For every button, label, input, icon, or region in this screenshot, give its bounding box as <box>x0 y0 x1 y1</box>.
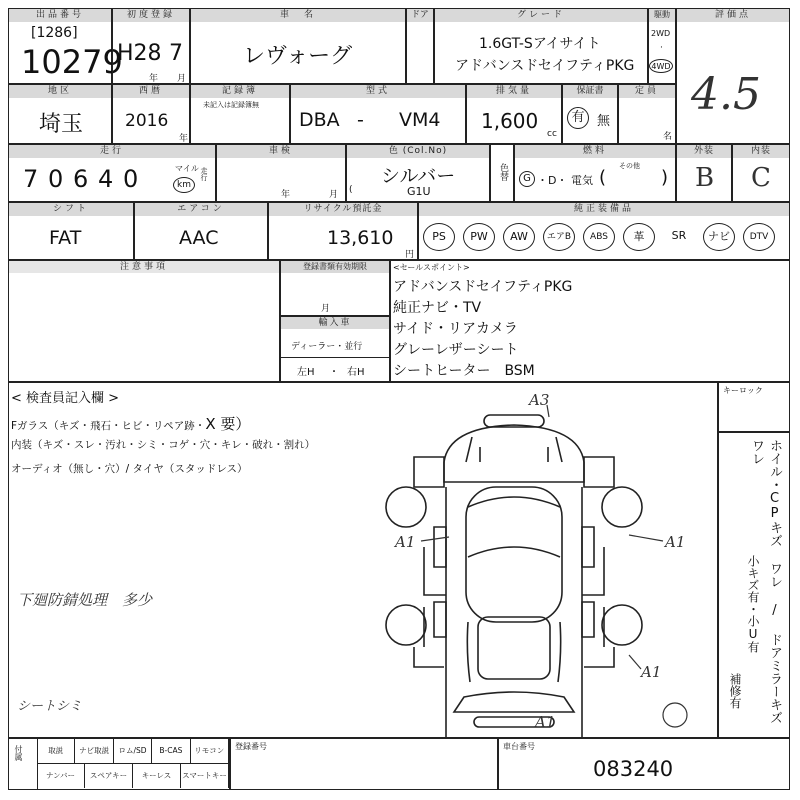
model-prefix: DBA <box>299 109 340 131</box>
color-header: 色 (Col.No) <box>347 145 489 158</box>
glass-mark: X 要） <box>205 415 251 433</box>
side-vertical-3: 補修有 <box>728 673 742 709</box>
record-book-cell <box>190 84 290 144</box>
recycle-header: リサイクル預託金 <box>269 203 417 216</box>
year-value: 2016 <box>125 111 169 131</box>
mark-rear: A3 <box>529 391 550 409</box>
grade-cell <box>434 8 648 84</box>
import-right: 右H <box>347 367 365 378</box>
displacement-value: 1,600 <box>481 109 539 133</box>
sales-cell <box>390 260 790 382</box>
door-header: ドア <box>407 9 433 22</box>
record-book-header: 記録簿 <box>191 85 289 98</box>
sales-point: 純正ナビ・TV <box>393 300 482 316</box>
mileage-unit-mile: マイル <box>175 164 199 173</box>
recycle-cell <box>268 202 418 260</box>
capacity-unit: 名 <box>663 132 673 142</box>
record-book-note: 未記入は記録簿無 <box>203 101 259 109</box>
keylock-label: キーロック <box>723 386 763 395</box>
interior-value: C <box>751 163 771 193</box>
equipment-item: DTV <box>743 223 775 251</box>
accessory-item: ロム/SD <box>114 739 152 763</box>
aircon-header: エアコン <box>135 203 267 216</box>
score-cell <box>676 8 790 144</box>
first-reg-month-unit: 月 <box>177 74 187 84</box>
area-header: 地区 <box>9 85 111 98</box>
color-change-label: 色替 <box>498 163 508 181</box>
car-name: レヴォーグ <box>243 44 353 69</box>
shift-value: FAT <box>49 227 82 249</box>
accessories-row1 <box>37 739 229 763</box>
mileage-digit: 0 <box>123 165 139 193</box>
accessories-cell <box>8 738 230 790</box>
lot-cell <box>8 8 123 84</box>
accessory-item: ナビ取説 <box>75 739 113 763</box>
fuel-paren-l: ( <box>599 167 607 188</box>
accessory-item: スペアキー <box>85 764 133 788</box>
displacement-header: 排気量 <box>467 85 561 98</box>
sales-point: シートヒーター BSM <box>393 363 535 379</box>
drive-header: 駆動 <box>649 9 675 22</box>
first-reg-year-unit: 年 <box>149 74 159 84</box>
drive-dot: · <box>660 43 663 53</box>
color-paren: ( <box>349 185 353 195</box>
mileage-unit-km: km <box>173 177 195 193</box>
import-left: 左H <box>297 367 315 378</box>
fuel-elec: 電気 <box>571 174 593 187</box>
fuel-paren-r: ) <box>661 167 669 188</box>
mileage-digit: 7 <box>23 165 39 193</box>
accessories-side-label: 付属 <box>14 745 23 761</box>
fuel-d-label: D <box>548 174 557 187</box>
side-notes-cell <box>718 432 790 738</box>
equipment-header: 純正装備品 <box>419 203 789 216</box>
capacity-header: 定員 <box>619 85 675 98</box>
score-value: 4.5 <box>691 69 761 120</box>
accessory-item: キーレス <box>133 764 181 788</box>
exterior-cell <box>676 144 732 202</box>
aircon-cell <box>134 202 268 260</box>
drive-2wd: 2WD <box>651 29 671 38</box>
mileage-digit: 0 <box>48 165 64 193</box>
chassis-number: 083240 <box>593 757 674 781</box>
notes-header: 注意事項 <box>9 261 279 273</box>
inspection-header: 車検 <box>217 145 345 158</box>
exterior-value: B <box>695 163 715 193</box>
shift-header: シフト <box>9 203 133 216</box>
reg-number-label: 登録番号 <box>235 742 267 751</box>
car-name-header: 車 名 <box>191 9 405 22</box>
sales-header: <セールスポイント> <box>393 263 470 272</box>
sales-point: サイド・リアカメラ <box>393 321 518 337</box>
import-dot: ・ <box>329 367 339 378</box>
color-code: G1U <box>407 185 431 198</box>
grade-header: グレード <box>435 9 647 22</box>
displacement-cell <box>466 84 562 144</box>
color-value: シルバー <box>381 165 456 187</box>
mileage-digit: 6 <box>73 165 89 193</box>
accessory-item: リモコン <box>191 739 229 763</box>
inspection-cell <box>216 144 346 202</box>
inspection-year-unit: 年 <box>281 190 291 200</box>
year-cell <box>112 84 190 144</box>
reg-deadline-header: 登録書類有効期限 <box>281 261 389 273</box>
equipment-item: ABS <box>583 223 615 251</box>
interior-header: 内装 <box>733 145 789 158</box>
drive-4wd: 4WD <box>649 59 673 73</box>
model-cell <box>290 84 466 144</box>
first-reg-cell <box>112 8 190 84</box>
displacement-unit: cc <box>547 129 557 139</box>
sales-point: アドバンスドセイフティPKG <box>393 279 573 295</box>
exterior-header: 外装 <box>677 145 731 158</box>
import-dealer: ディーラー・並行 <box>291 342 363 352</box>
warranty-no: 無 <box>597 114 611 129</box>
fuel-other: その他 <box>619 162 640 170</box>
recycle-value: 13,610 <box>327 227 394 249</box>
color-cell <box>346 144 490 202</box>
door-cell <box>406 8 434 84</box>
aircon-value: AAC <box>179 227 219 249</box>
car-name-cell <box>190 8 406 84</box>
sales-list <box>393 277 783 382</box>
model-header: 型式 <box>291 85 465 98</box>
side-vertical-1: ホイル・CPキズ ワレ / ドアミラーキズ ワレ <box>749 439 782 724</box>
mark-left: A1 <box>395 533 416 551</box>
equipment-item: 革 <box>623 223 655 251</box>
inspector-cell <box>8 382 718 738</box>
equipment-item: PW <box>463 223 495 251</box>
score-header: 評価点 <box>677 9 789 22</box>
mark-front: A1 <box>535 713 556 731</box>
equipment-item: エアB <box>543 223 575 251</box>
keylock-cell <box>718 382 790 432</box>
fuel-cell <box>514 144 676 202</box>
equipment-cell <box>418 202 790 260</box>
interior-cell <box>732 144 790 202</box>
equipment-item: PS <box>423 223 455 251</box>
accessory-item: ナンバー <box>37 764 85 788</box>
reg-deadline-cell <box>280 260 390 316</box>
grade-line2: アドバンスドセイフティPKG <box>455 58 635 74</box>
import-cell <box>280 316 390 382</box>
reg-number-cell <box>230 738 498 790</box>
year-header: 西暦 <box>113 85 189 98</box>
fuel-d: ・D・ <box>537 174 568 187</box>
chassis-label: 車台番号 <box>503 742 535 751</box>
first-reg-era: H28 <box>117 41 162 66</box>
reg-deadline-month: 月 <box>321 304 331 314</box>
year-unit: 年 <box>179 134 189 144</box>
mileage-tag: 走行 <box>200 167 208 181</box>
recycle-unit: 円 <box>405 250 415 260</box>
mileage-digit: 4 <box>98 165 114 193</box>
handwritten-note2: シートシミ <box>17 699 83 714</box>
import-divider <box>281 357 389 358</box>
drive-cell <box>648 8 676 84</box>
fuel-g: G <box>519 171 535 187</box>
accessory-item: スマートキー <box>181 764 229 788</box>
model-dash: - <box>357 109 364 131</box>
accessory-item: 取説 <box>37 739 75 763</box>
mileage-cell <box>8 144 216 202</box>
grade-line1: 1.6GT-Sアイサイト <box>479 36 601 52</box>
notes-cell <box>8 260 280 382</box>
lot-number-small: [1286] <box>31 25 78 41</box>
fuel-header: 燃料 <box>515 145 675 158</box>
warranty-cell <box>562 84 618 144</box>
chassis-cell <box>498 738 790 790</box>
color-change-cell <box>490 144 514 202</box>
inspector-header: < 検査員記入欄 > <box>11 391 120 406</box>
capacity-cell <box>618 84 676 144</box>
first-reg-header: 初度登録 <box>113 9 189 22</box>
equipment-item: AW <box>503 223 535 251</box>
accessory-item: B-CAS <box>152 739 190 763</box>
warranty-header: 保証書 <box>563 85 617 98</box>
inspector-line1-text: Fガラス（キズ・飛石・ヒビ・リペア跡・ <box>11 420 206 432</box>
inspector-line3: オーディオ（無し・穴）/ タイヤ（スタッドレス） <box>11 463 248 475</box>
mark-front-right: A1 <box>641 663 662 681</box>
lot-header: 出品番号 <box>9 9 111 22</box>
import-header: 輸入車 <box>281 317 389 329</box>
area-value: 埼玉 <box>39 112 84 137</box>
equipment-item: ナビ <box>703 223 735 251</box>
sales-point: グレーレザーシート <box>393 342 519 358</box>
area-cell <box>8 84 112 144</box>
mileage-digits <box>23 165 179 195</box>
handwritten-note1: 下廻防錆処理 多少 <box>17 591 153 609</box>
mileage-header: 走行 <box>9 145 215 158</box>
leader-lines <box>9 383 719 739</box>
shift-cell <box>8 202 134 260</box>
accessories-row2 <box>37 764 229 788</box>
equipment-row <box>421 221 787 255</box>
first-reg-month: 7 <box>169 41 183 66</box>
equipment-item: SR <box>671 229 687 242</box>
side-vertical-2: 小キズ有・小U有 <box>746 555 760 653</box>
inspection-month-unit: 月 <box>329 190 339 200</box>
warranty-yes: 有 <box>567 107 589 129</box>
model-code: VM4 <box>399 109 441 131</box>
mark-right: A1 <box>665 533 686 551</box>
inspector-line2: 内装（キズ・スレ・汚れ・シミ・コゲ・穴・キレ・破れ・割れ） <box>11 439 316 451</box>
lot-number: 10279 <box>21 43 123 81</box>
